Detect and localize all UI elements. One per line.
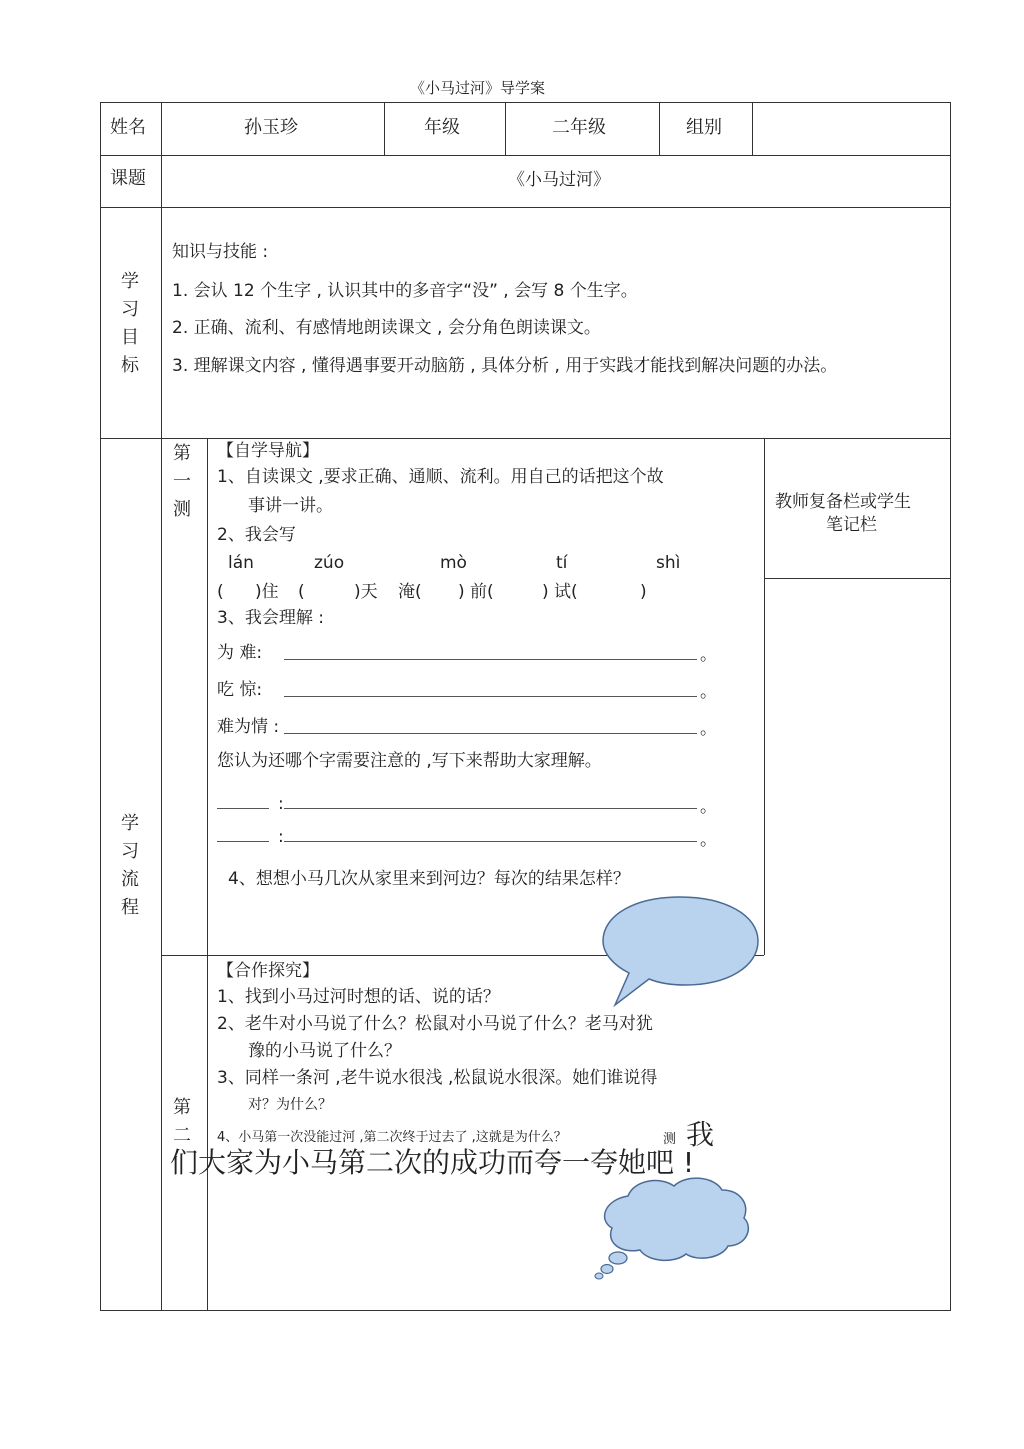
group-label: 组别 xyxy=(686,117,722,138)
answer-line xyxy=(284,659,697,660)
topic-label: 课题 xyxy=(110,168,146,189)
section2-q4-tail: 测 xyxy=(663,1132,677,1147)
period: 。 xyxy=(700,797,717,817)
goal-item: 2. 正确、流利、有感情地朗读课文 , 会分角色朗读课文。 xyxy=(172,318,601,338)
period: 。 xyxy=(700,682,717,702)
period: 。 xyxy=(700,719,717,739)
period: 。 xyxy=(700,645,717,665)
section2-q4-big-head: 我 xyxy=(686,1118,715,1151)
term-label: 吃 惊: xyxy=(217,680,263,700)
section1-heading: 【自学导航】 xyxy=(217,441,319,461)
blank-part: )天 xyxy=(354,582,378,602)
period: 。 xyxy=(700,830,717,850)
colon: : xyxy=(278,794,284,814)
pinyin: zúo xyxy=(314,553,345,573)
colon: : xyxy=(278,827,284,847)
goal-item: 3. 理解课文内容 , 懂得遇事要开动脑筋 , 具体分析 , 用于实践才能找到解决问题的办法。 xyxy=(172,356,838,376)
section2-q3-cont: 对？为什么？ xyxy=(248,1097,332,1113)
section2-label: 第 二 xyxy=(173,1097,191,1146)
section2-heading: 【合作探究】 xyxy=(217,961,319,981)
answer-line xyxy=(284,696,697,697)
section1-q3: 3、我会理解 : xyxy=(217,608,324,628)
section2-q2-cont: 豫的小马说了什么？ xyxy=(248,1041,401,1061)
document-title: 《小马过河》导学案 xyxy=(410,79,546,97)
topic-value: 《小马过河》 xyxy=(508,170,610,190)
section1-q1: 1、自读课文 ,要求正确、通顺、流利。用自己的话把这个故 xyxy=(217,467,664,487)
blank-part: ) 试( xyxy=(542,582,578,602)
name-value: 孙玉珍 xyxy=(244,117,298,138)
section2-q4-big: 们大家为小马第二次的成功而夸一夸她吧 ! xyxy=(170,1146,695,1179)
short-blank xyxy=(217,841,269,842)
process-label: 学 习 流 程 xyxy=(121,813,139,918)
section2-q2: 2、老牛对小马说了什么？松鼠对小马说了什么？老马对犹 xyxy=(217,1014,653,1034)
goals-heading: 知识与技能 : xyxy=(172,242,269,262)
blank-part: ) 前( xyxy=(458,582,494,602)
thought-cloud-icon xyxy=(590,1172,755,1282)
side-note-line2: 笔记栏 xyxy=(826,515,877,535)
blank-part: ) xyxy=(640,582,647,602)
grade-label: 年级 xyxy=(424,117,460,138)
section1-q4: 4、想想小马几次从家里来到河边？每次的结果怎样？ xyxy=(228,869,630,889)
term-label: 难为情 : xyxy=(217,717,280,737)
answer-line xyxy=(284,808,697,809)
section2-q1: 1、找到小马过河时想的话、说的话？ xyxy=(217,987,500,1007)
pinyin: tí xyxy=(556,553,568,573)
speech-bubble-icon xyxy=(595,893,765,1013)
grade-value: 二年级 xyxy=(552,117,606,138)
short-blank xyxy=(217,808,269,809)
side-note-line1: 教师复备栏或学生 xyxy=(775,492,911,512)
section1-q2: 2、我会写 xyxy=(217,525,296,545)
goals-label: 学 习 目 标 xyxy=(121,271,139,376)
blank-part: ( xyxy=(217,582,224,602)
answer-line xyxy=(284,841,697,842)
goal-item: 1. 会认 12 个生字 , 认识其中的多音字“没” , 会写 8 个生字。 xyxy=(172,281,638,301)
section1-label: 第 一 测 xyxy=(173,443,191,520)
name-label: 姓名 xyxy=(110,117,146,138)
section1-q1-cont: 事讲一讲。 xyxy=(248,496,333,516)
pinyin: shì xyxy=(656,553,681,573)
term-label: 为 难: xyxy=(217,643,263,663)
blank-part: )住 xyxy=(255,582,279,602)
section2-q4: 4、小马第一次没能过河 ,第二次终于过去了 ,这就是为什么？ xyxy=(217,1130,567,1145)
answer-line xyxy=(284,733,697,734)
blank-part: ( xyxy=(298,582,305,602)
section2-q3: 3、同样一条河 ,老牛说水很浅 ,松鼠说水很深。她们谁说得 xyxy=(217,1068,658,1088)
pinyin: mò xyxy=(440,553,467,573)
note-prompt: 您认为还哪个字需要注意的 ,写下来帮助大家理解。 xyxy=(217,751,602,771)
blank-part: 淹( xyxy=(398,582,422,602)
pinyin: lán xyxy=(228,553,254,573)
